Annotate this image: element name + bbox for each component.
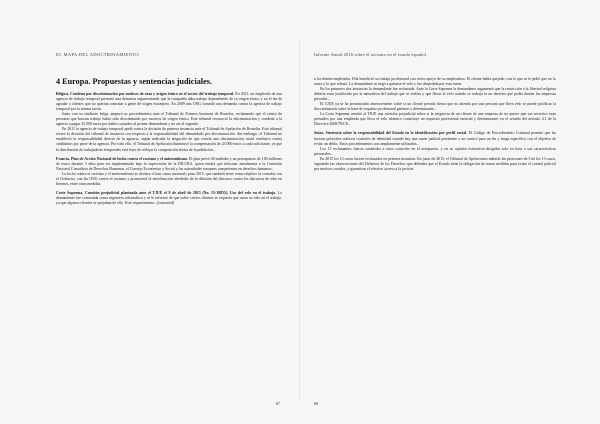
running-head-right: Informe Anual 2016 sobre el racismo en el estado español xyxy=(314,52,427,57)
paragraph xyxy=(314,102,556,112)
paragraph xyxy=(56,191,282,206)
paragraph-text: La lucha contra el racismo y el antisemitismo se declara «Gran causa nacional» para 2015, que también tiene como objetivo la consulta con el Gobierno, con las ONG contra el racismo y promoverá la movilización alrededor de la difusión del discurso contra los discursos de odio en Internet, entre otras medidas. xyxy=(56,171,282,186)
section-title: 4 Europa. Propuestas y sentencias judiciales. xyxy=(56,77,212,86)
paragraph-text: Junto con su sindicato belga, ampuró su procedimiento ante el Tribunal de Primera Instancia de Bruselas, reclamando que el centro de personas que buscan trabajo había sido discriminado por motivos de origen étnico. Este tribunal reconoció la discriminación y condenó a la agencia a pagar 25.000 euros por daños causados al primer demandante y no así al segundo. xyxy=(56,112,282,127)
paragraph-text: a los demás empleados. Ella benefició su trabajo profesional con cierto apoyo de su empleadora. El cliente había quejado, tras lo que se le pidió que no lo usara y lo que rehusó. La demandante se negó a quitarse el velo y fue despedida por esta razón. xyxy=(314,77,556,87)
paragraph xyxy=(314,131,556,146)
paragraph xyxy=(314,112,556,127)
paragraph xyxy=(314,77,556,87)
paragraph-lead: Corte Suprema. Cuestión prejudicial planteada ante el TJUE el 9 de abril de 2015 (No. 15-19855). Uso del velo en el trabajo. xyxy=(56,190,277,195)
paragraph-text: El Código de Procedimiento Criminal permite que las fuerzas policiales realicen controles de identidad cuando hay una razón judicial pertinente o un control para un fin y tenga específico con el objetivo de evitar un delito. Estos procedimientos son ampliamente utilizados... xyxy=(314,131,556,146)
paragraph xyxy=(314,147,556,157)
paragraph xyxy=(56,127,282,152)
page-number-right: 68 xyxy=(314,401,319,406)
running-head-left: EL MAPA DEL ADOCTRINAMIENTO xyxy=(56,52,139,57)
paragraph xyxy=(314,87,556,102)
paragraph-text: La Corte Suprema remitió al TJUE una cuestión prejudicial sobre si la exigencia de un cliente de una empresa de no querer que sus servicios sean prestados por una empleada que lleva el velo islámico constituye un requisito profesional esencial y determinante, en el sentido del artículo 4.1 de la Directiva 2000/78/CE... xyxy=(314,112,556,127)
paragraph-lead: Suiza. Sentencia sobre la responsabilidad del Estado en la identificación por perfil racial. xyxy=(314,131,468,136)
paragraph xyxy=(56,92,282,112)
paragraph-text: En los primeros dos instancias la demandante fue rechazada. Ante la Corte Suprema la demandante argumentó que la restricción a la libertad religiosa debería estar justificada por la naturaleza del trabajo que se realiza y que llevar el velo cuando se trabaja es un derecho que podía limitar las empresas privadas... xyxy=(314,87,556,102)
paragraph-text: El TJUE ya se ha pronunciado anteriormente sobre si un cliente privado desea que no atienda por una persona que lleva velo se puede justificar la discriminación sobre la base de requisito profesional genuino y determinante... xyxy=(314,102,556,112)
paragraph-text: La demandante fue contratada como ingeniera informática y se le informó de que sobre ciertos clientes se requería que usara su velo en el trabajo, ya que algunos clientes se quejaban de ello. Este requerimiento...[truncated] xyxy=(56,190,282,205)
right-page xyxy=(300,0,600,424)
paragraph xyxy=(314,157,556,172)
paragraph-text: En 2011 la agencia de trabajo temporal apeló contra la decisión de primera instancia ante el Tribunal de Apelación de Bruselas. Este tribunal revisó la decisión del tribunal de instancia con respecto a la responsabilidad del demandado por discriminación. Sin embargo, el Tribunal no estableció la responsabilidad directa de la agencia, según indicaba la alegación de que existía una discriminación racial sistémica contra candidatos por parte de la agencia. Por todo ello, el Tribunal de Apelación disminuyó la compensación de 25.000 euros a cada solicitante, ya que la distribución de trabajadores temporales está lejos de reflejar la composición étnica de la población... xyxy=(56,127,282,152)
paragraph-lead: Bélgica. Condena por discriminación por motivos de raza y origen étnico en el sector del trabajo temporal. xyxy=(56,92,235,96)
paragraph-text: Los 13 reclamantes fueron sometidos a estos controles en el aeropuerto, y en su opinión estuvieron dirigidos solo en base a sus características personales... xyxy=(314,146,556,156)
page-number-left: 67 xyxy=(275,401,280,406)
paragraph-text: El plan prevé 40 medidas y un presupuesto de 100 millones de euros durante 3 años para ser implementado bajo la supervisión de la DILCRA, quien tendrá que informar anualmente a la Comisión Nacional Consultiva de Derechos Humanos, el Consejo Económico y Social y las autoridades europeas competentes en derechos humanos. xyxy=(56,156,282,171)
paragraph xyxy=(56,172,282,187)
paragraph-lead: Francia. Plan de Acción Nacional de lucha contra el racismo y el antisemitismo. xyxy=(56,156,188,161)
paragraph-text: En 2011, un empleado de una agencia de trabajo temporal presentó una denuncia argumentando que la compañía daba trabajo dependiendo de su origen étnico y no el fin de agradar a clientes que no querían contratar a gente de origen extranjero. En 2009 una ONG formuló una demanda contra la agencia de trabajo temporal por la misma razón. xyxy=(56,92,282,112)
paragraph xyxy=(56,157,282,172)
paragraph xyxy=(56,112,282,127)
paragraph-text: En 2015 los 13 casos fueron rechazados en primera instancia. En junio de 2015, el Tribunal de Apelaciones admitió las peticiones de 5 de los 13 casos, siguiendo las observaciones del Defensor de los Derechos que defendía que el Estado tiene la obligación de tomar medidas para evitar el control policial por motivos raciales, y garantizar el efectivo acceso a la justicia. xyxy=(314,156,556,171)
